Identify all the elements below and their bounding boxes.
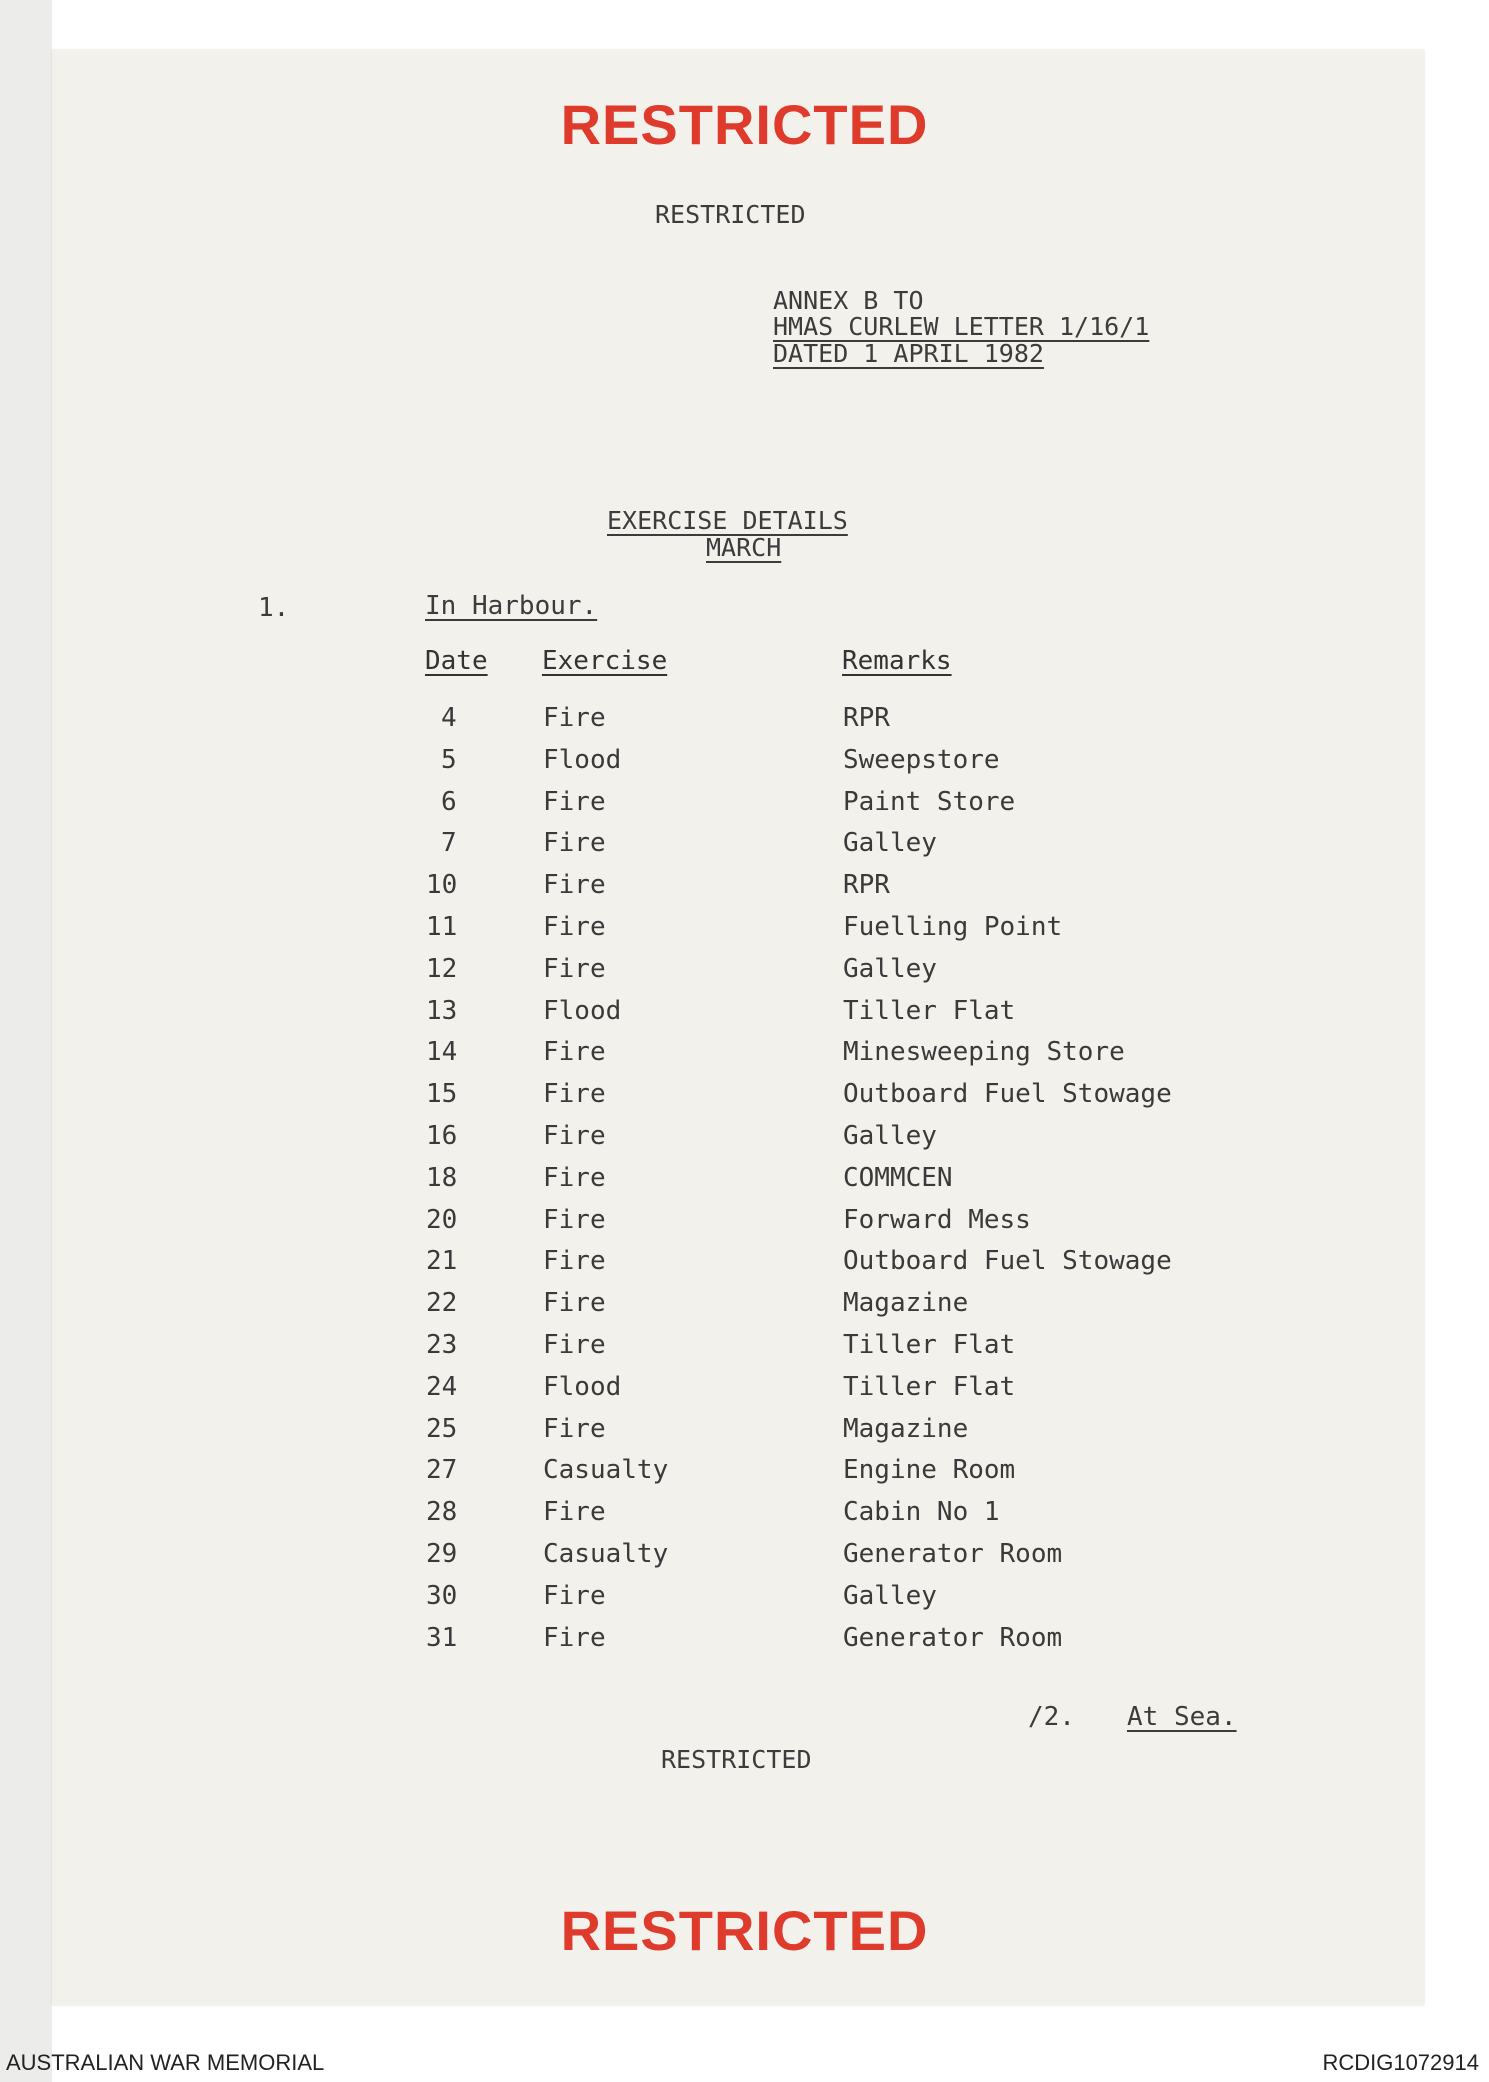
exercise-cell: Flood	[543, 745, 622, 775]
date-cell: 15	[426, 1079, 458, 1109]
restricted-stamp-bottom: RESTRICTED	[560, 1899, 929, 1962]
remarks-cell: RPR	[843, 703, 890, 733]
exercise-cell: Flood	[543, 996, 622, 1026]
exercise-cell: Fire	[543, 1330, 606, 1360]
continuation-next: At Sea.	[1127, 1702, 1237, 1732]
exercise-cell: Fire	[543, 1581, 606, 1611]
remarks-cell: Tiller Flat	[843, 1372, 1016, 1402]
remarks-cell: COMMCEN	[843, 1163, 953, 1193]
column-header-remarks: Remarks	[842, 646, 952, 676]
date-cell: 27	[426, 1455, 458, 1485]
exercise-cell: Fire	[543, 1037, 606, 1067]
date-cell: 21	[426, 1246, 458, 1276]
date-cell: 16	[426, 1121, 458, 1151]
date-cell: 7	[441, 828, 457, 858]
date-cell: 13	[426, 996, 458, 1026]
annex-line-2: HMAS CURLEW LETTER 1/16/1	[773, 312, 1150, 341]
header-restricted: RESTRICTED	[655, 200, 806, 229]
remarks-cell: Cabin No 1	[843, 1497, 1000, 1527]
column-header-exercise: Exercise	[542, 646, 668, 676]
exercise-cell: Casualty	[543, 1539, 669, 1569]
exercise-cell: Fire	[543, 1079, 606, 1109]
restricted-stamp-top: RESTRICTED	[560, 93, 929, 156]
remarks-cell: Galley	[843, 954, 937, 984]
date-cell: 29	[426, 1539, 458, 1569]
section-heading: In Harbour.	[425, 591, 598, 621]
continuation-page: /2.	[1028, 1702, 1075, 1732]
section-number: 1.	[258, 593, 290, 623]
exercise-cell: Fire	[543, 1121, 606, 1151]
exercise-cell: Fire	[543, 828, 606, 858]
remarks-cell: Fuelling Point	[843, 912, 1063, 942]
exercise-cell: Fire	[543, 787, 606, 817]
date-cell: 10	[426, 870, 458, 900]
archive-id: RCDIG1072914	[1322, 2050, 1479, 2075]
remarks-cell: Galley	[843, 828, 937, 858]
exercise-cell: Fire	[543, 954, 606, 984]
archive-label: AUSTRALIAN WAR MEMORIAL	[6, 2050, 325, 2075]
date-cell: 23	[426, 1330, 458, 1360]
date-cell: 4	[441, 703, 457, 733]
remarks-cell: Generator Room	[843, 1623, 1063, 1653]
date-cell: 6	[441, 787, 457, 817]
exercise-cell: Fire	[543, 1163, 606, 1193]
date-cell: 31	[426, 1623, 458, 1653]
exercise-cell: Fire	[543, 1288, 606, 1318]
date-cell: 18	[426, 1163, 458, 1193]
exercise-cell: Fire	[543, 912, 606, 942]
remarks-cell: Outboard Fuel Stowage	[843, 1246, 1172, 1276]
remarks-cell: Engine Room	[843, 1455, 1016, 1485]
remarks-cell: Magazine	[843, 1288, 969, 1318]
column-header-date: Date	[425, 646, 488, 676]
remarks-cell: Generator Room	[843, 1539, 1063, 1569]
date-cell: 25	[426, 1414, 458, 1444]
remarks-cell: Tiller Flat	[843, 996, 1016, 1026]
exercise-cell: Fire	[543, 870, 606, 900]
exercise-cell: Fire	[543, 1246, 606, 1276]
exercise-cell: Fire	[543, 1497, 606, 1527]
date-cell: 28	[426, 1497, 458, 1527]
title-line-1: EXERCISE DETAILS	[607, 506, 848, 535]
date-cell: 30	[426, 1581, 458, 1611]
remarks-cell: Galley	[843, 1581, 937, 1611]
remarks-cell: Galley	[843, 1121, 937, 1151]
date-cell: 5	[441, 745, 457, 775]
annex-line-1: ANNEX B TO	[773, 286, 924, 315]
footer-restricted: RESTRICTED	[661, 1745, 812, 1774]
remarks-cell: RPR	[843, 870, 890, 900]
remarks-cell: Minesweeping Store	[843, 1037, 1125, 1067]
title-line-2: MARCH	[706, 533, 782, 562]
exercise-cell: Casualty	[543, 1455, 669, 1485]
date-cell: 12	[426, 954, 458, 984]
remarks-cell: Magazine	[843, 1414, 969, 1444]
scan-margin	[0, 0, 52, 2082]
date-cell: 14	[426, 1037, 458, 1067]
exercise-cell: Flood	[543, 1372, 622, 1402]
annex-line-3: DATED 1 APRIL 1982	[773, 339, 1044, 368]
date-cell: 24	[426, 1372, 458, 1402]
date-cell: 11	[426, 912, 458, 942]
remarks-cell: Paint Store	[843, 787, 1016, 817]
date-cell: 20	[426, 1205, 458, 1235]
date-cell: 22	[426, 1288, 458, 1318]
exercise-cell: Fire	[543, 703, 606, 733]
remarks-cell: Outboard Fuel Stowage	[843, 1079, 1172, 1109]
exercise-cell: Fire	[543, 1623, 606, 1653]
exercise-cell: Fire	[543, 1414, 606, 1444]
exercise-cell: Fire	[543, 1205, 606, 1235]
remarks-cell: Forward Mess	[843, 1205, 1031, 1235]
remarks-cell: Tiller Flat	[843, 1330, 1016, 1360]
remarks-cell: Sweepstore	[843, 745, 1000, 775]
